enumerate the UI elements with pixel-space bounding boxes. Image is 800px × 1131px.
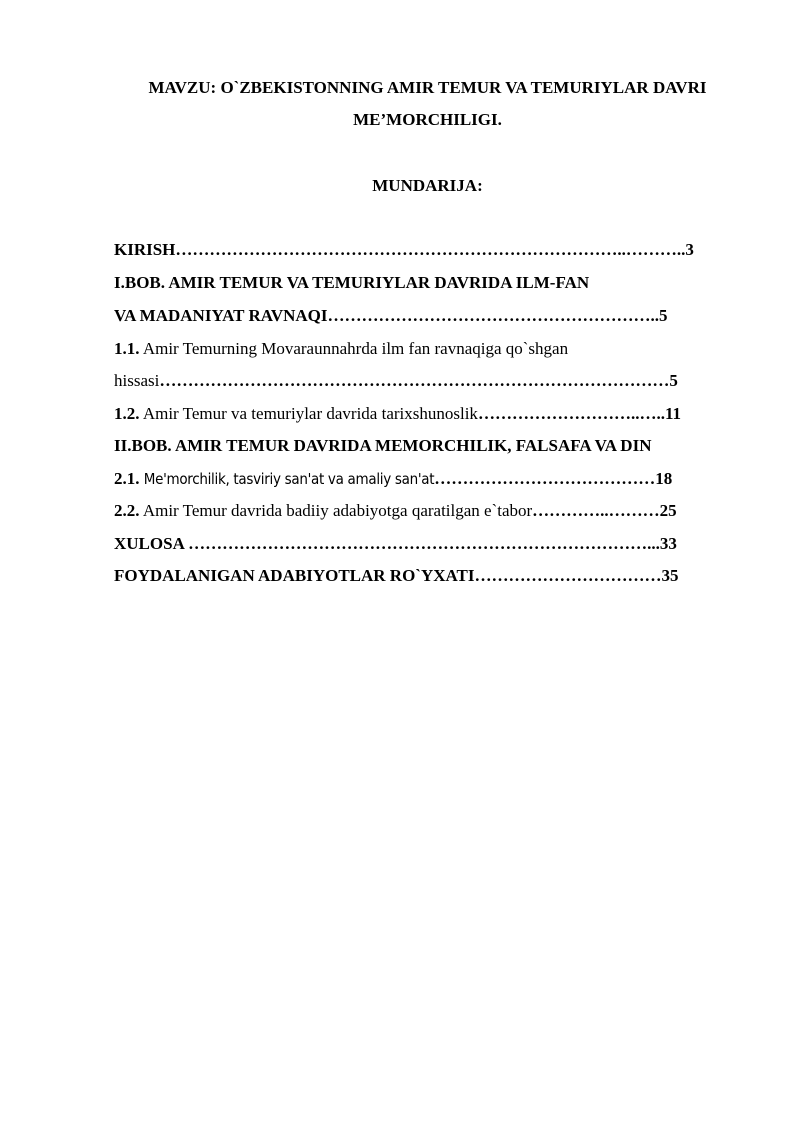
toc-entry-leader: ……………………………………………………………………………… [159,371,670,390]
toc-entry-leader: ………………………………………………….. [327,306,659,325]
toc-entry-page: 3 [685,240,694,259]
toc-entry-leader: ………………………………… [434,469,656,488]
toc-entry-page: 11 [664,404,681,423]
toc-entry-number: 2.1. [114,469,140,488]
toc-entry-chapter-1-line-1 [114,273,744,293]
toc-entry-text: KIRISH [114,240,176,259]
toc-entry-kirish [114,240,744,260]
toc-heading: MUNDARIJA: [372,176,483,195]
toc-entry-text: VA MADANIYAT RAVNAQI [114,306,328,325]
toc-entry-text: Amir Temur va temuriylar davrida tarixshunoslik [142,404,478,423]
toc-entry-number: 1.2. [114,404,140,423]
toc-entry-chapter-2 [114,436,744,456]
toc-entry-number: 1.1. [114,339,140,358]
toc-entry-number: 2.2. [114,501,140,520]
toc-entry-text: XULOSA … [114,534,206,553]
toc-entry-text: II.BOB. AMIR TEMUR DAVRIDA MEMORCHILIK, FALSAFA VA DIN [114,436,652,455]
toc-entry-leader: …………………………… [474,566,662,585]
toc-entry-leader: …………..……… [532,501,660,520]
document-title-line-1: MAVZU: O`ZBEKISTONNING AMIR TEMUR VA TEMURIYLAR DAVRI [148,78,707,97]
toc-entry-page: 18 [655,469,673,488]
toc-entry-text: Me'morchilik, tasviriy san'at va amaliy san'at [143,470,435,488]
toc-entry-page: 25 [659,501,677,520]
toc-entry-xulosa [114,534,744,554]
toc-entry-section-2-2 [114,501,744,521]
toc-entry-section-1-2 [114,404,744,424]
toc-entry-section-2-1 [114,469,744,489]
toc-entry-text: I.BOB. AMIR TEMUR VA TEMURIYLAR DAVRIDA ILM-FAN [114,273,590,292]
toc-entry-text: Amir Temurning Movaraunnahrda ilm fan ravnaqiga qo`shgan [142,339,569,358]
toc-entry-leader: ……………………………………………………………………..……….. [175,240,686,259]
toc-entry-leader: ……………………………………………………………………... [205,534,660,553]
toc-entry-section-1-1-line-1 [114,339,744,359]
toc-entry-page: 33 [659,534,677,553]
toc-entry-page: 35 [661,566,679,585]
toc-entry-references [114,566,744,586]
document-title-line-2: ME’MORCHILIGI. [353,110,502,129]
toc-entry-text: hissasi [114,371,160,390]
toc-entry-text: FOYDALANIGAN ADABIYOTLAR RO`YXATI [114,566,475,585]
toc-entry-section-1-1-line-2 [114,371,744,391]
toc-entry-page: 5 [659,306,668,325]
toc-entry-text: Amir Temur davrida badiiy adabiyotga qaratilgan e`tabor [142,501,533,520]
toc-entry-page: 5 [669,371,678,390]
toc-entry-leader: ………………………..….. [477,404,665,423]
toc-entry-chapter-1-line-2 [114,306,744,326]
